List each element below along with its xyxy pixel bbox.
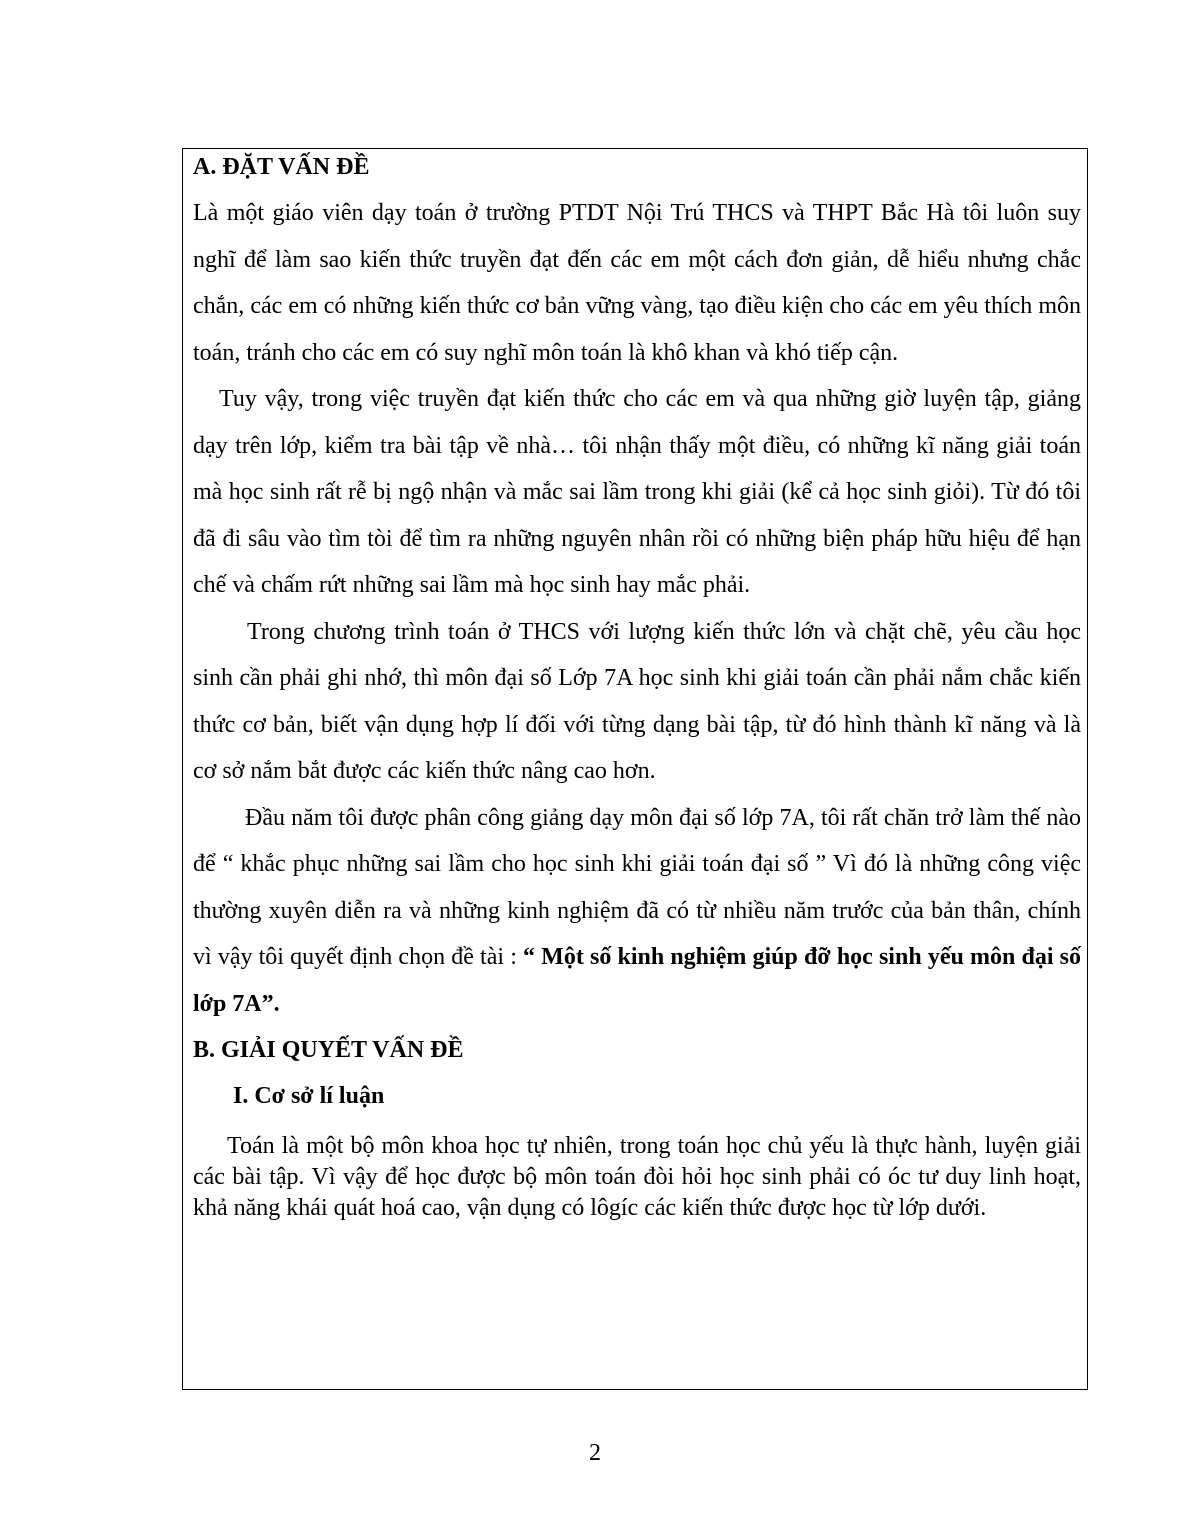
section-a-paragraph-4 bbox=[193, 795, 1081, 1028]
section-b-heading: B. GIẢI QUYẾT VẤN ĐỀ bbox=[193, 1037, 464, 1063]
topic-title: “ Một số kinh nghiệm giúp đỡ học sinh yếu môn đại số lớp 7A”. bbox=[193, 944, 1081, 1017]
section-a-paragraph-3: Trong chương trình toán ở THCS với lượng kiến thức lớn và chặt chẽ, yêu cầu học sinh cần phải ghi nhớ, thì môn đại số Lớp 7A học sinh khi giải toán cần phải nắm chắc kiến thức cơ bản, biết vận dụng hợp lí đối với từng dạng bài tập, từ đó hình thành kĩ năng và là cơ sở nắm bắt được các kiến thức nâng cao hơn. bbox=[193, 618, 1081, 784]
section-a-heading: A. ĐẶT VẤN ĐỀ bbox=[193, 154, 370, 180]
section-a-paragraph-1: Là một giáo viên dạy toán ở trường PTDT Nội Trú THCS và THPT Bắc Hà tôi luôn suy nghĩ để làm sao kiến thức truyền đạt đến các em một cách đơn giản, dễ hiểu nhưng chắc chắn, các em có những kiến thức cơ bản vững vàng, tạo điều kiện cho các em yêu thích môn toán, tránh cho các em có suy nghĩ môn toán là khô khan và khó tiếp cận. bbox=[193, 200, 1081, 366]
page-number: 2 bbox=[589, 1440, 601, 1466]
section-a-paragraph-2: Tuy vậy, trong việc truyền đạt kiến thức cho các em và qua những giờ luyện tập, giảng dạy trên lớp, kiểm tra bài tập về nhà… tôi nhận thấy một điều, có những kĩ năng giải toán mà học sinh rất rễ bị ngộ nhận và mắc sai lầm trong khi giải (kể cả học sinh giỏi). Từ đó tôi đã đi sâu vào tìm tòi để tìm ra những nguyên nhân rồi có những biện pháp hữu hiệu để hạn chế và chấm rứt những sai lầm mà học sinh hay mắc phải. bbox=[193, 386, 1081, 598]
section-b-paragraph-1: Toán là một bộ môn khoa học tự nhiên, trong toán học chủ yếu là thực hành, luyện giải các bài tập. Vì vậy để học được bộ môn toán đòi hỏi học sinh phải có óc tư duy linh hoạt, khả năng khái quát hoá cao, vận dụng có lôgíc các kiến thức được học từ lớp dưới. bbox=[193, 1133, 1081, 1221]
document-body bbox=[193, 144, 1081, 1224]
section-b-subheading: I. Cơ sở lí luận bbox=[233, 1083, 385, 1109]
paragraph-4-text: Đầu năm tôi được phân công giảng dạy môn đại số lớp 7A, tôi rất chăn trở làm thế nào để “ khắc phục những sai lầm cho học sinh khi giải toán đại số ” Vì đó là những công việc thường xuyên diễn ra và những kinh nghiệm đã có từ nhiều năm trước của bản thân, chính vì vậy tôi quyết định chọn đề tài : bbox=[193, 804, 1081, 970]
